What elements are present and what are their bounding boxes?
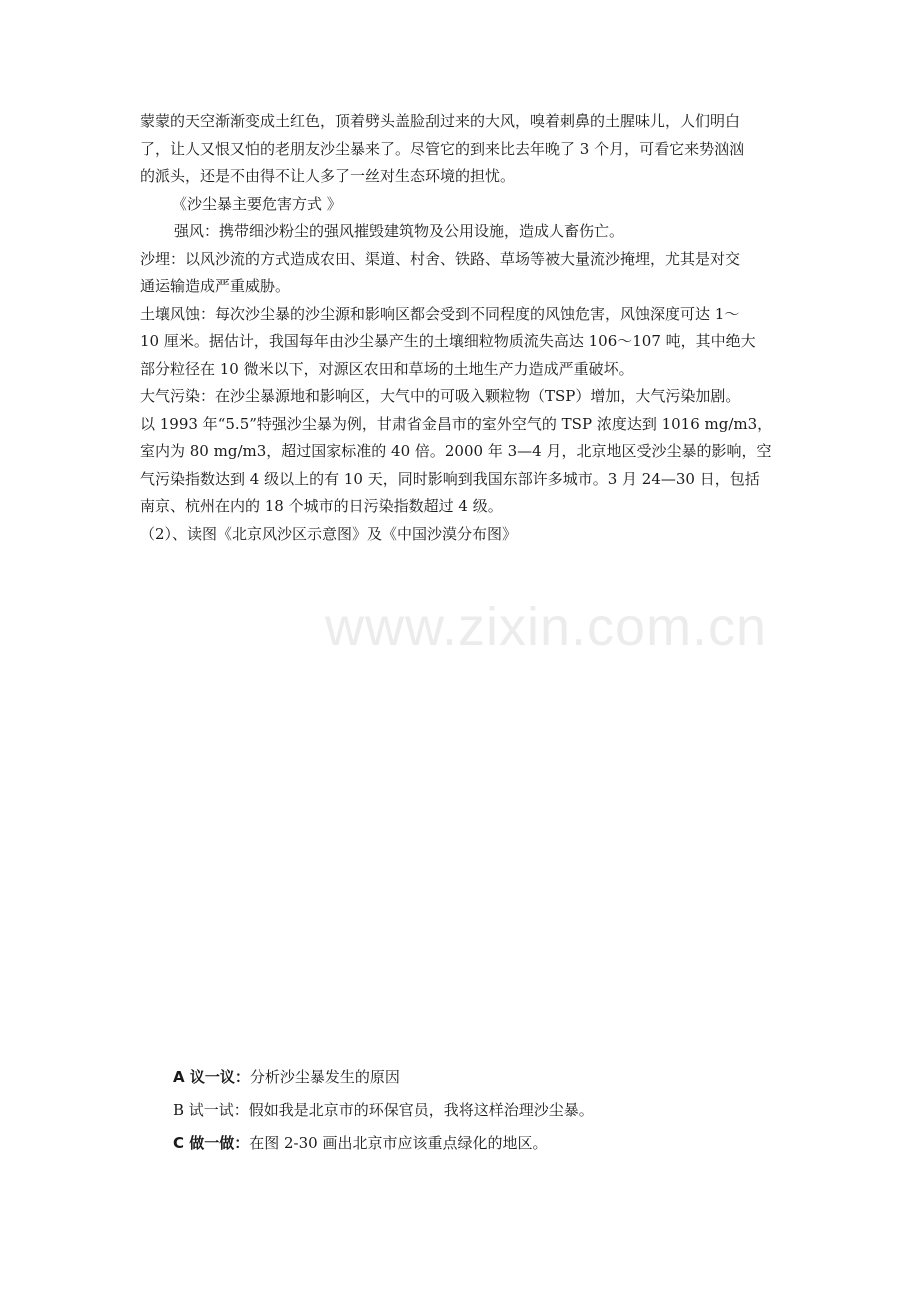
- intro-line-2: 了，让人又恨又怕的老朋友沙尘暴来了。尽管它的到来比去年晚了 3 个月，可看它来势汹汹: [140, 139, 745, 158]
- hazards-heading: 《沙尘暴主要危害方式 》: [172, 194, 342, 213]
- soil-erosion-line-1: 土壤风蚀：每次沙尘暴的沙尘源和影响区都会受到不同程度的风蚀危害，风蚀深度可达 1～: [140, 304, 740, 323]
- activity-c-text: 在图 2-30 画出北京市应该重点绿化的地区。: [249, 1134, 548, 1152]
- air-pollution-line-5: 南京、杭州在内的 18 个城市的日污染指数超过 4 级。: [140, 497, 503, 515]
- intro-line-3: 的派头，还是不由得不让人多了一丝对生态环境的担忧。: [140, 167, 516, 185]
- air-pollution-line-2: 以 1993 年“5.5”特强沙尘暴为例，甘肃省金昌市的室外空气的 TSP 浓度达到 1016 mg/m3，: [140, 414, 773, 433]
- air-pollution-line-4: 气污染指数达到 4 级以上的有 10 天，同时影响到我国东部许多城市。3 月 24—30 日，包括: [140, 469, 760, 488]
- watermark: www.zixin.com.cn: [325, 597, 768, 657]
- intro-line-1: 蒙蒙的天空渐渐变成土红色，顶着劈头盖脸刮过来的大风，嗅着刺鼻的土腥味儿，人们明白: [140, 112, 741, 130]
- figure-placeholder-area: [140, 680, 780, 1050]
- sand-burial-line-2: 通运输造成严重威胁。: [140, 277, 291, 295]
- sand-burial-line-1: 沙埋：以风沙流的方式造成农田、渠道、村舍、铁路、草场等被大量流沙掩埋，尤其是对交: [140, 249, 741, 268]
- activity-b: B 试一试：假如我是北京市的环保官员，我将这样治理沙尘暴。: [173, 1101, 594, 1119]
- activity-c-label: C 做一做：: [173, 1134, 250, 1152]
- air-pollution-line-3: 室内为 80 mg/m3，超过国家标准的 40 倍。2000 年 3—4 月，北京地区受沙尘暴的影响，空: [140, 442, 772, 460]
- air-pollution-line-1: 大气污染：在沙尘暴源地和影响区，大气中的可吸入颗粒物（TSP）增加，大气污染加剧。: [140, 387, 741, 405]
- soil-erosion-line-2: 10 厘米。据估计，我国每年由沙尘暴产生的土壤细粒物质流失高达 106～107 吨，其中绝大: [140, 332, 756, 350]
- activity-a-label: A 议一议：: [173, 1068, 250, 1086]
- figure-prompt: （2）、读图《北京风沙区示意图》及《中国沙漠分布图》: [140, 524, 518, 543]
- activity-c: [173, 1127, 773, 1160]
- activity-a: [173, 1061, 773, 1094]
- main-text-block: [140, 108, 790, 548]
- strong-wind-paragraph: 强风：携带细沙粉尘的强风摧毁建筑物及公用设施，造成人畜伤亡。: [174, 222, 625, 240]
- activity-a-text: 分析沙尘暴发生的原因: [249, 1068, 400, 1086]
- activities-block: [173, 1061, 773, 1160]
- soil-erosion-line-3: 部分粒径在 10 微米以下，对源区农田和草场的土地生产力造成严重破坏。: [140, 359, 634, 378]
